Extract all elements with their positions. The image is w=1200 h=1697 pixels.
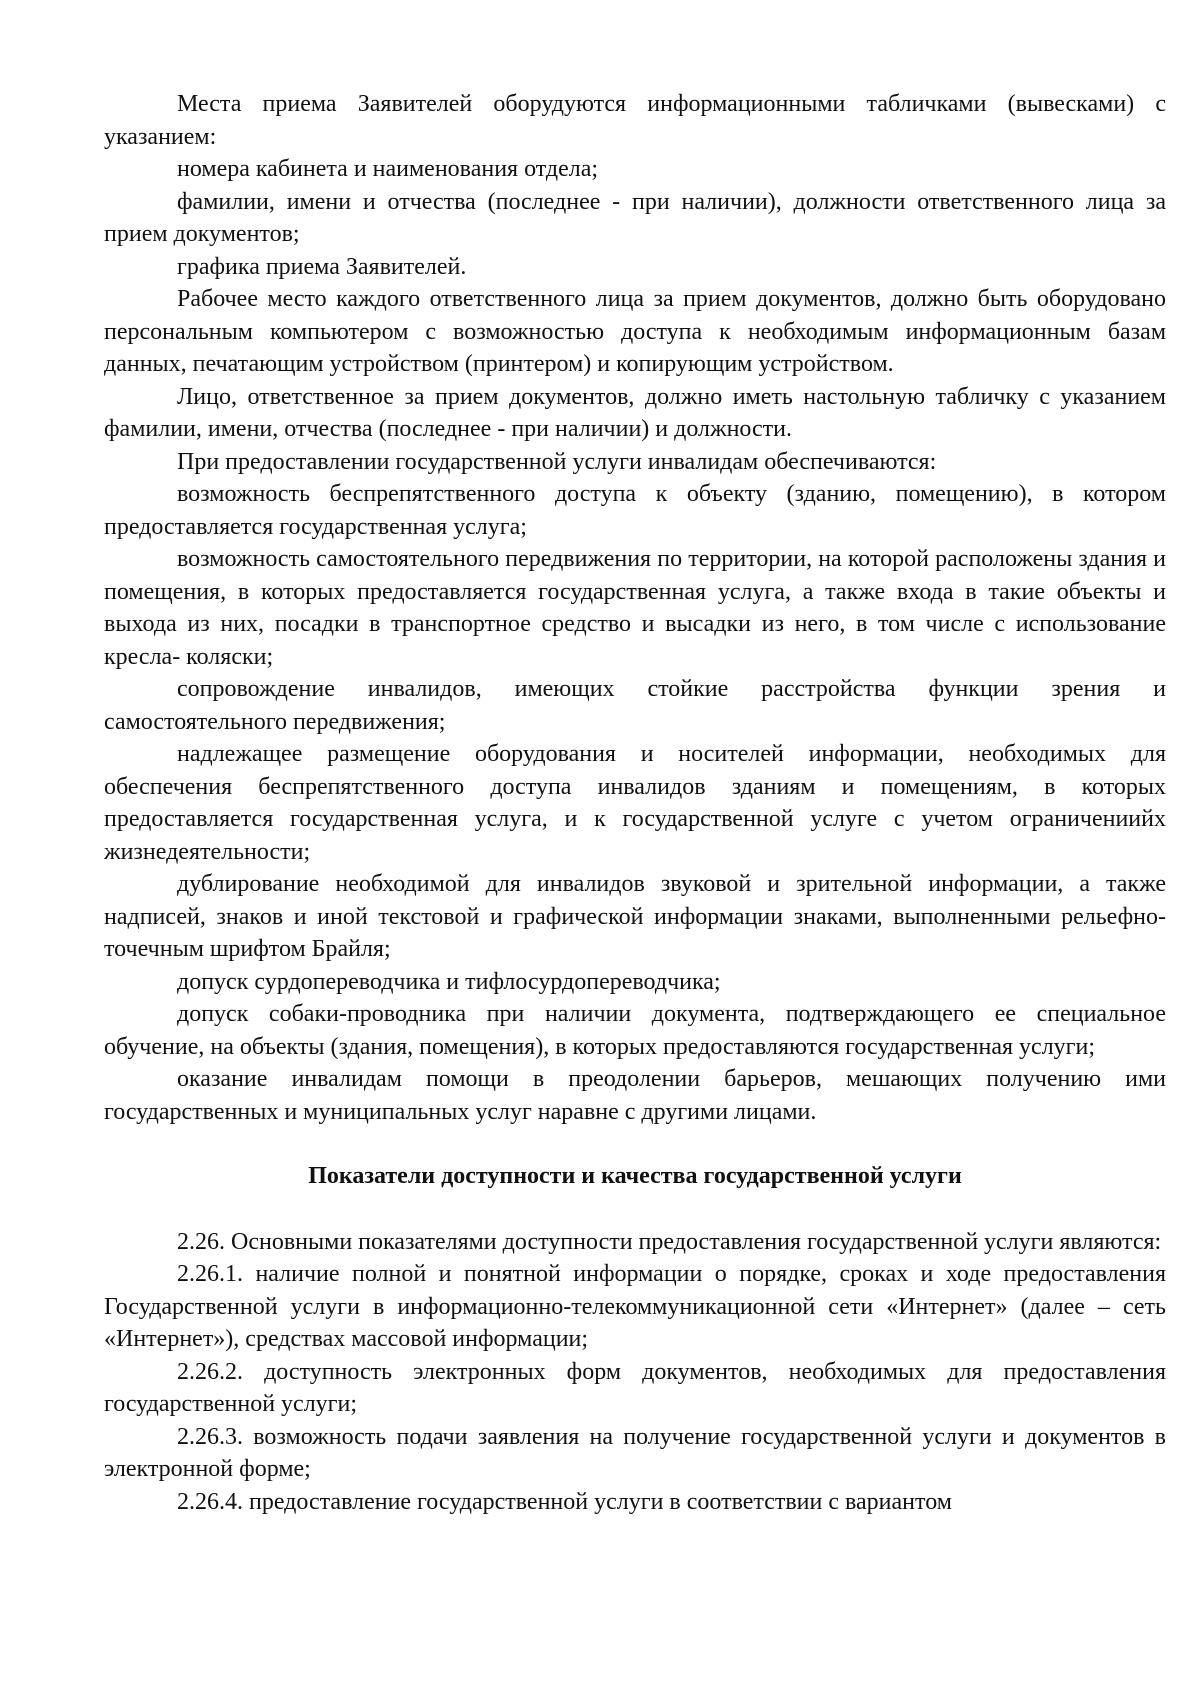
paragraph: 2.26. Основными показателями доступности предоставления государственной услуги являются: xyxy=(177,1228,1162,1255)
section-heading: Показатели доступности и качества государственной услуги xyxy=(308,1163,962,1189)
paragraph: дублирование необходимой для инвалидов звуковой и зрительной информации, а также надписей, знаков и иной текстовой и графической информации знаками, выполненными рельефно-точечным шрифтом Брайля; xyxy=(104,871,1166,962)
paragraph: При предоставлении государственной услуги инвалидам обеспечиваются: xyxy=(177,448,937,475)
paragraph: допуск сурдопереводчика и тифлосурдопереводчика; xyxy=(177,968,721,995)
paragraph: оказание инвалидам помощи в преодолении барьеров, мешающих получению ими государственных и муниципальных услуг наравне с другими лицами. xyxy=(104,1066,1166,1125)
paragraph: номера кабинета и наименования отдела; xyxy=(177,156,599,182)
paragraph: фамилии, имени и отчества (последнее - при наличии), должности ответственного лица за прием документов; xyxy=(104,188,1166,247)
paragraph: 2.26.3. возможность подачи заявления на получение государственной услуги и документов в электронной форме; xyxy=(104,1423,1166,1482)
paragraph: Места приема Заявителей оборудуются информационными табличками (вывесками) с указанием: xyxy=(104,91,1166,150)
paragraph: возможность беспрепятственного доступа к объекту (зданию, помещению), в котором предоставляется государственная услуга; xyxy=(104,481,1166,540)
paragraph: 2.26.4. предоставление государственной услуги в соответствии с вариантом xyxy=(177,1488,952,1515)
paragraph: 2.26.2. доступность электронных форм документов, необходимых для предоставления государственной услуги; xyxy=(104,1358,1166,1417)
paragraph: сопровождение инвалидов, имеющих стойкие расстройства функции зрения и самостоятельного передвижения; xyxy=(104,676,1166,735)
paragraph: 2.26.1. наличие полной и понятной информации о порядке, сроках и ходе предоставления Государственной услуги в информационно-телекоммуникационной сети «Интернет» (далее – сеть «Интернет»), средствах массовой информации; xyxy=(104,1261,1166,1352)
paragraph: графика приема Заявителей. xyxy=(177,253,467,280)
paragraph: Лицо, ответственное за прием документов, должно иметь настольную табличку с указанием фамилии, имени, отчества (последнее - при наличии) и должности. xyxy=(104,383,1166,442)
document-page xyxy=(104,88,1166,1518)
paragraph: возможность самостоятельного передвижения по территории, на которой расположены здания и помещения, в которых предоставляется государственная услуга, а также входа в такие объекты и выхода из них, посадки в транспортное средство и высадки из него, в том числе с использование кресла- коляски; xyxy=(104,546,1166,670)
paragraph: допуск собаки-проводника при наличии документа, подтверждающего ее специальное обучение, на объекты (здания, помещения), в которых предоставляются государственная услуги; xyxy=(104,1001,1166,1060)
paragraph: Рабочее место каждого ответственного лица за прием документов, должно быть оборудовано персональным компьютером с возможностью доступа к необходимым информационным базам данных, печатающим устройством (принтером) и копирующим устройством. xyxy=(104,286,1166,377)
paragraph: надлежащее размещение оборудования и носителей информации, необходимых для обеспечения беспрепятственного доступа инвалидов зданиям и помещениям, в которых предоставляется государственная услуга, и к государственной услуге с учетом ограничениийх жизнедеятельности; xyxy=(104,741,1166,865)
